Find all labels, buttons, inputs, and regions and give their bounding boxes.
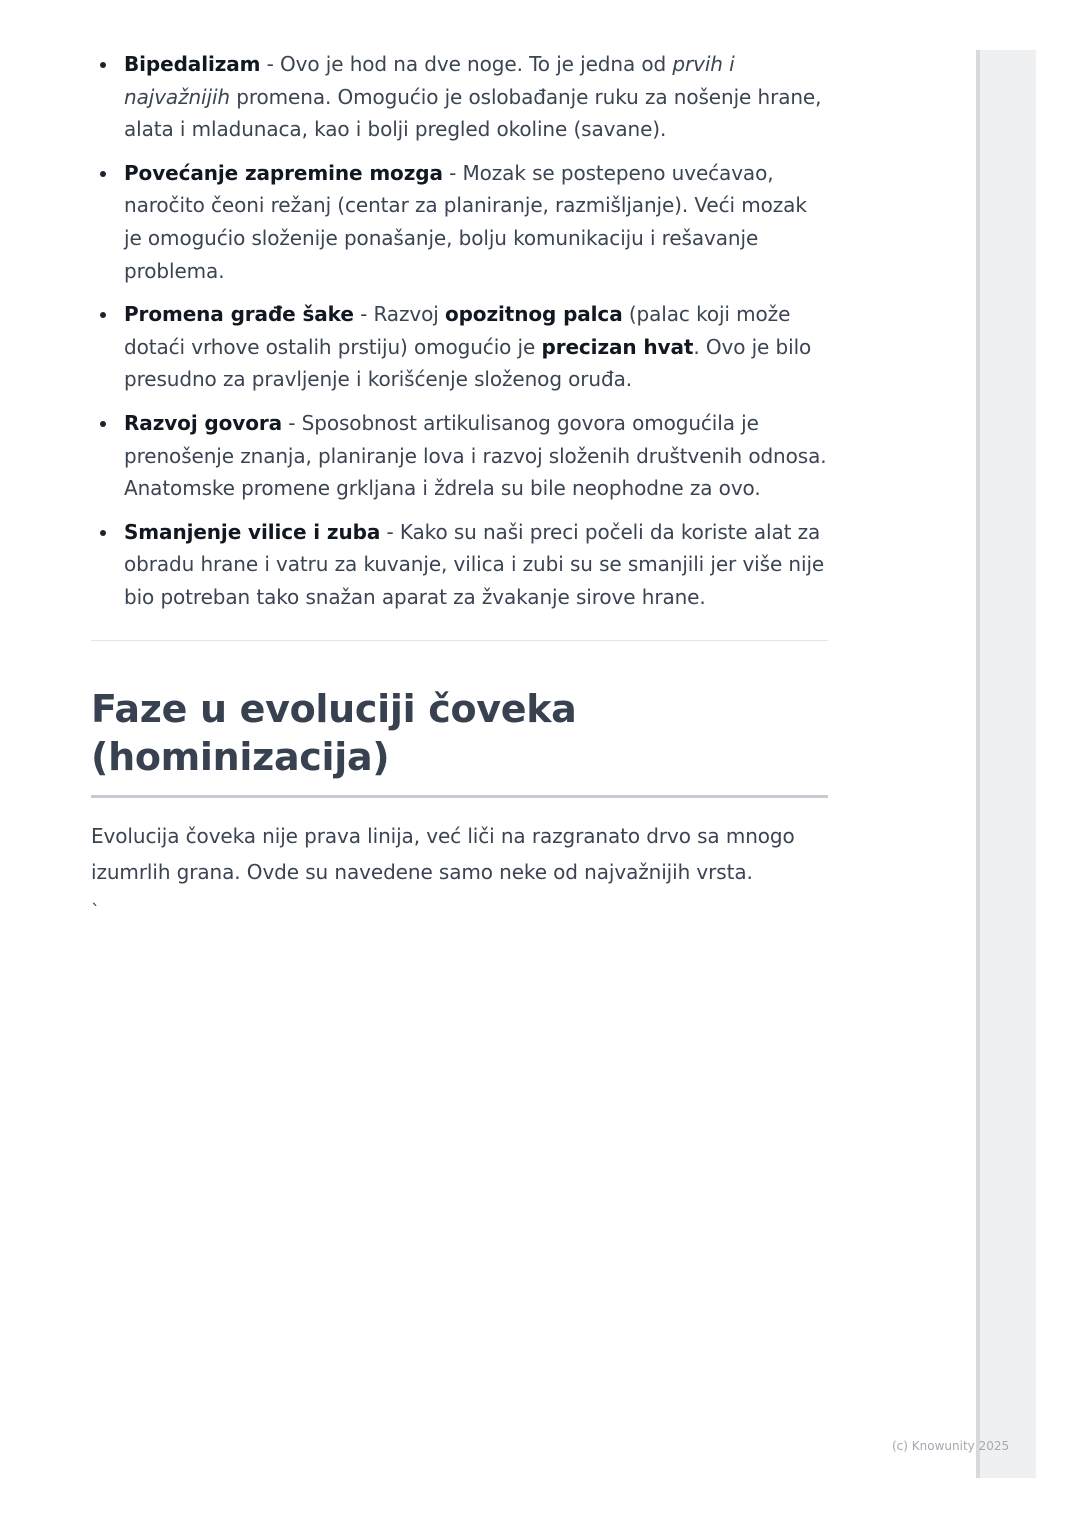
page-side-margin — [976, 50, 1036, 1478]
list-item-mozak: Povećanje zapremine mozga - Mozak se postepeno uvećavao, naročito čeoni režanj (centar za planiranje, razmišljanje). Veći mozak je omogućio složenije ponašanje, bolju komunikaciju i rešavanje problema. — [91, 157, 828, 287]
term: Povećanje zapremine mozga — [124, 160, 443, 185]
section-intro: Evolucija čoveka nije prava linija, već liči na razgranato drvo sa mnogo izumrlih grana. Ovde su navedene samo neke od najvažnijih vrsta. — [91, 823, 795, 884]
term: Smanjenje vilice i zuba — [124, 519, 381, 544]
list-item-saka: Promena građe šake - Razvoj opozitnog palca (palac koji može dotaći vrhove ostalih prstiju) omogućio je precizan hvat. Ovo je bilo presudno za pravljenje i korišćenje složenog oruđa. — [91, 298, 828, 396]
list-item-vilica: Smanjenje vilice i zuba - Kako su naši preci počeli da koriste alat za obradu hrane i vatru za kuvanje, vilica i zubi su se smanjili jer više nije bio potreban tako snažan aparat za žvakanje sirove hrane. — [91, 516, 828, 614]
term: Promena građe šake — [124, 302, 354, 327]
list-item-govor: Razvoj govora - Sposobnost artikulisanog govora omogućila je prenošenje znanja, planiranje lova i razvoj složenih društvenih odnosa. Anatomske promene grkljana i ždrela su bile neophodne za ovo. — [91, 407, 828, 505]
section-heading: Faze u evoluciji čoveka (hominizacija) — [91, 685, 828, 798]
copyright-footer: (c) Knowunity 2025 — [892, 1439, 1010, 1453]
term: Razvoj govora — [124, 410, 283, 435]
traits-list — [91, 48, 828, 614]
term: Bipedalizam — [124, 52, 261, 76]
list-item-bipedalizam: Bipedalizam - Ovo je hod na dve noge. To je jedna od prvih i najvažnijih promena. Omogućio je oslobađanje ruku za nošenje hrane, alata i mladunaca, kao i bolji pregled okoline (savane). — [91, 48, 828, 146]
document-body — [91, 48, 828, 922]
section-divider — [91, 640, 828, 641]
stray-mark: ` — [91, 900, 100, 922]
